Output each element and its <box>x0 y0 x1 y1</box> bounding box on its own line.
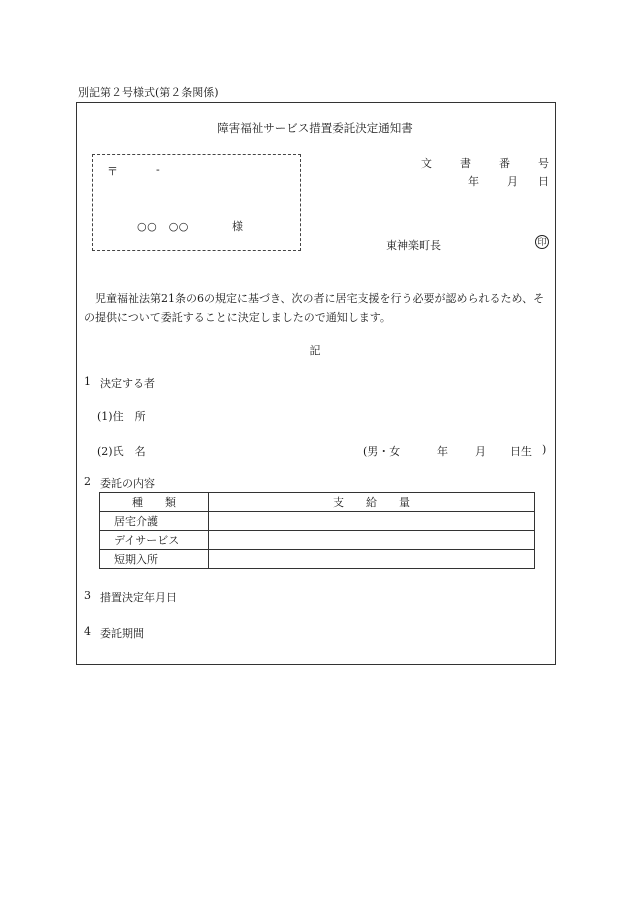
header-kind: 種 類 <box>100 493 209 512</box>
birth-close: ) <box>542 443 547 456</box>
service-kind: デイサービス <box>100 531 209 550</box>
sex-selection: (男・女 <box>363 445 401 458</box>
table-row <box>100 512 535 531</box>
date-day: 日 <box>538 175 549 188</box>
service-table-header-row <box>100 493 535 512</box>
recipient-name: ○○ ○○ <box>137 220 189 233</box>
service-amount <box>209 550 535 569</box>
person-address-label: (1)住 所 <box>97 410 146 423</box>
date-year: 年 <box>468 175 479 188</box>
doc-number-char-4: 号 <box>538 157 549 170</box>
notice-body: 児童福祉法第21条の6の規定に基づき、次の者に居宅支援を行う必要が認められるため、その提供について委託することに決定しましたので通知します。 <box>84 292 545 324</box>
document-title: 障害福祉サービス措置委託決定通知書 <box>217 121 413 135</box>
birth-year: 年 <box>437 445 448 458</box>
postal-dash: - <box>156 163 160 176</box>
honorific: 様 <box>232 220 243 233</box>
service-amount <box>209 531 535 550</box>
postal-mark: 〒 <box>107 165 118 178</box>
table-row <box>100 531 535 550</box>
person-name-label: (2)氏 名 <box>97 445 146 458</box>
section-2-number: 2 <box>84 475 91 488</box>
section-3-number: 3 <box>84 589 91 602</box>
section-3-title: 措置決定年月日 <box>100 591 177 604</box>
date-month: 月 <box>507 175 518 188</box>
address-box <box>92 154 301 251</box>
seal-mark: 印 <box>535 235 549 249</box>
section-4-title: 委託期間 <box>100 627 144 640</box>
table-row <box>100 550 535 569</box>
service-amount <box>209 512 535 531</box>
doc-number-char-1: 文 <box>421 157 432 170</box>
section-1-title: 決定する者 <box>100 377 155 390</box>
doc-number-char-2: 書 <box>460 157 471 170</box>
birth-month: 月 <box>475 445 486 458</box>
service-kind: 短期入所 <box>100 550 209 569</box>
section-2-title: 委託の内容 <box>100 477 155 490</box>
ki-heading: 記 <box>309 344 321 357</box>
section-4-number: 4 <box>84 625 91 638</box>
service-table <box>99 492 535 569</box>
issuer-title: 東神楽町長 <box>386 239 441 252</box>
service-kind: 居宅介護 <box>100 512 209 531</box>
header-amount: 支 給 量 <box>209 493 535 512</box>
birth-day: 日生 <box>510 445 532 458</box>
doc-number-char-3: 番 <box>499 157 510 170</box>
section-1-number: 1 <box>84 375 91 388</box>
form-number-label: 別記第２号様式(第２条関係) <box>78 86 219 99</box>
